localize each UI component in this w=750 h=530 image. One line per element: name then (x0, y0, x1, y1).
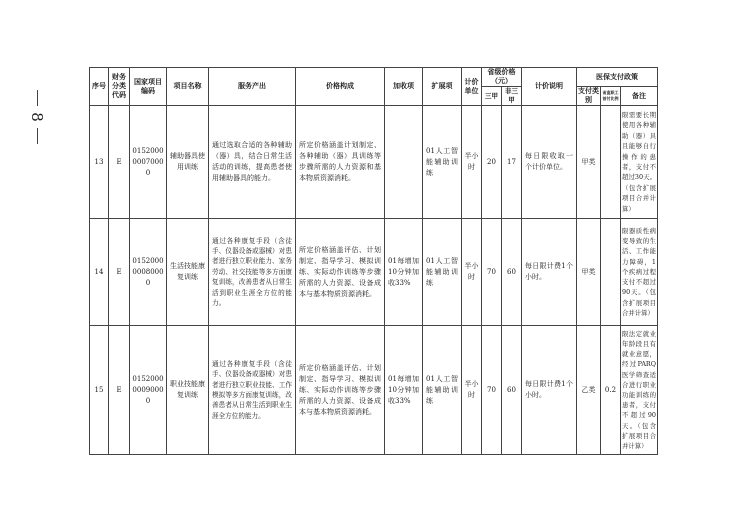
header-payment-type: 支付类别 (578, 87, 599, 104)
cell-category: E (109, 219, 130, 326)
page-number-rule-top (37, 90, 38, 106)
cell-extension: 01人工智能辅助训练 (423, 106, 462, 219)
cell-seq: 15 (90, 326, 109, 455)
header-insurance-policy: 医保支付政策 (577, 68, 658, 87)
cell-code: 015200000090000 (130, 326, 167, 455)
cell-extension: 01人工智能辅助训练 (423, 219, 462, 326)
cell-service: 通过选取合适的各种辅助（器）具，结合日常生活活动的训练，提高患者使用辅助器具的能力。 (209, 106, 296, 219)
header-grade-a: 三甲 (482, 87, 502, 106)
cell-price-composition: 所定价格涵盖评估、计划制定、指导学习、模拟训练、实际动作训练等步骤所需的人力资源、设备成本与基本物质资源消耗。 (296, 326, 385, 455)
cell-payment-ratio (601, 219, 621, 326)
cell-remarks: 限法定就业年龄段且有就业意愿，经过PARQ医学筛查适合进行职业功能训练的患者，支付不超过90天。（包含扩展项目合并计算） (621, 326, 658, 455)
cell-unit: 半小时 (462, 106, 482, 219)
cell-name: 辅助器具使用训练 (167, 106, 209, 219)
table-row (90, 326, 658, 455)
header-extension: 扩展项 (423, 68, 462, 106)
cell-name: 生活技能康复训练 (167, 219, 209, 326)
header-addon: 加收项 (385, 68, 423, 106)
cell-price-a: 70 (482, 219, 502, 326)
header-price-composition: 价格构成 (296, 68, 385, 106)
cell-price-composition: 所定价格涵盖计划制定、各种辅助（器）具训练等步骤所需的人力资源和基本物质资源消耗。 (296, 106, 385, 219)
medical-service-price-table (89, 67, 658, 455)
page-number-marker (26, 90, 48, 144)
cell-price-b: 60 (502, 326, 522, 455)
header-grade-b: 非三甲 (502, 87, 522, 106)
header-seq: 序号 (90, 68, 109, 106)
cell-service: 通过各种康复手段（含徒手、仪器设备或器械）对患者进行独立职业能力、家务劳动、社交技能等多方面康复训练，改善患者从日常生活到职业生涯全方位的能力。 (209, 219, 296, 326)
header-service: 服务产出 (209, 68, 296, 106)
cell-name: 职业技能康复训练 (167, 326, 209, 455)
cell-price-note: 每日限收取一个计价单位。 (522, 106, 577, 219)
header-provincial-price: 省级价格（元） (482, 68, 522, 87)
cell-seq: 13 (90, 106, 109, 219)
header-name: 项目名称 (167, 68, 209, 106)
cell-remarks: 限器质性病变导致的生活、工作能力障碍，1个疾病过程支付不超过90天。（包含扩展项目合并计算） (621, 219, 658, 326)
cell-unit: 半小时 (462, 219, 482, 326)
cell-addon (385, 106, 423, 219)
header-price-note: 计价说明 (522, 68, 577, 106)
cell-price-composition: 所定价格涵盖评估、计划制定、指导学习、模拟训练、实际动作训练等步骤所需的人力资源、设备成本与基本物质资源消耗。 (296, 219, 385, 326)
header-code: 国家项目编码 (130, 68, 167, 106)
cell-extension: 01人工智能辅助训练 (423, 326, 462, 455)
page-number-rule-bottom (37, 128, 38, 144)
cell-price-note: 每日限计费1个小时。 (522, 326, 577, 455)
cell-category: E (109, 326, 130, 455)
table-row (90, 219, 658, 326)
header-category: 财务分类代码 (109, 68, 130, 106)
cell-price-note: 每日限计费1个小时。 (522, 219, 577, 326)
cell-unit: 半小时 (462, 326, 482, 455)
cell-addon: 01每增加10分钟加收33% (385, 219, 423, 326)
cell-remarks: 限需要长期使用各种辅助（器）具且能够自行操作的患者，支付不超过30天。（包含扩展项目合并计算） (621, 106, 658, 219)
cell-service: 通过各种康复手段（含徒手、仪器设备或器械）对患者进行独立职业技能、工作模拟等多方面康复训练，改善患者从日常生活到职业生涯全方位的能力。 (209, 326, 296, 455)
page-number: 8 (27, 112, 46, 122)
cell-price-a: 20 (482, 106, 502, 219)
table-header-row (90, 68, 658, 87)
cell-payment-ratio: 0.2 (601, 326, 621, 455)
cell-addon: 01每增加10分钟加收33% (385, 326, 423, 455)
cell-price-b: 60 (502, 219, 522, 326)
cell-code: 015200000070000 (130, 106, 167, 219)
cell-code: 015200000080000 (130, 219, 167, 326)
cell-payment-type: 乙类 (577, 326, 601, 455)
cell-seq: 14 (90, 219, 109, 326)
header-remarks: 备注 (621, 87, 658, 106)
header-payment-ratio: 省直职工首付比例 (601, 87, 621, 106)
header-unit: 计价单位 (462, 68, 482, 106)
cell-category: E (109, 106, 130, 219)
cell-payment-ratio (601, 106, 621, 219)
cell-payment-type: 甲类 (577, 106, 601, 219)
cell-price-a: 70 (482, 326, 502, 455)
table-row (90, 106, 658, 219)
cell-price-b: 17 (502, 106, 522, 219)
cell-payment-type: 甲类 (577, 219, 601, 326)
